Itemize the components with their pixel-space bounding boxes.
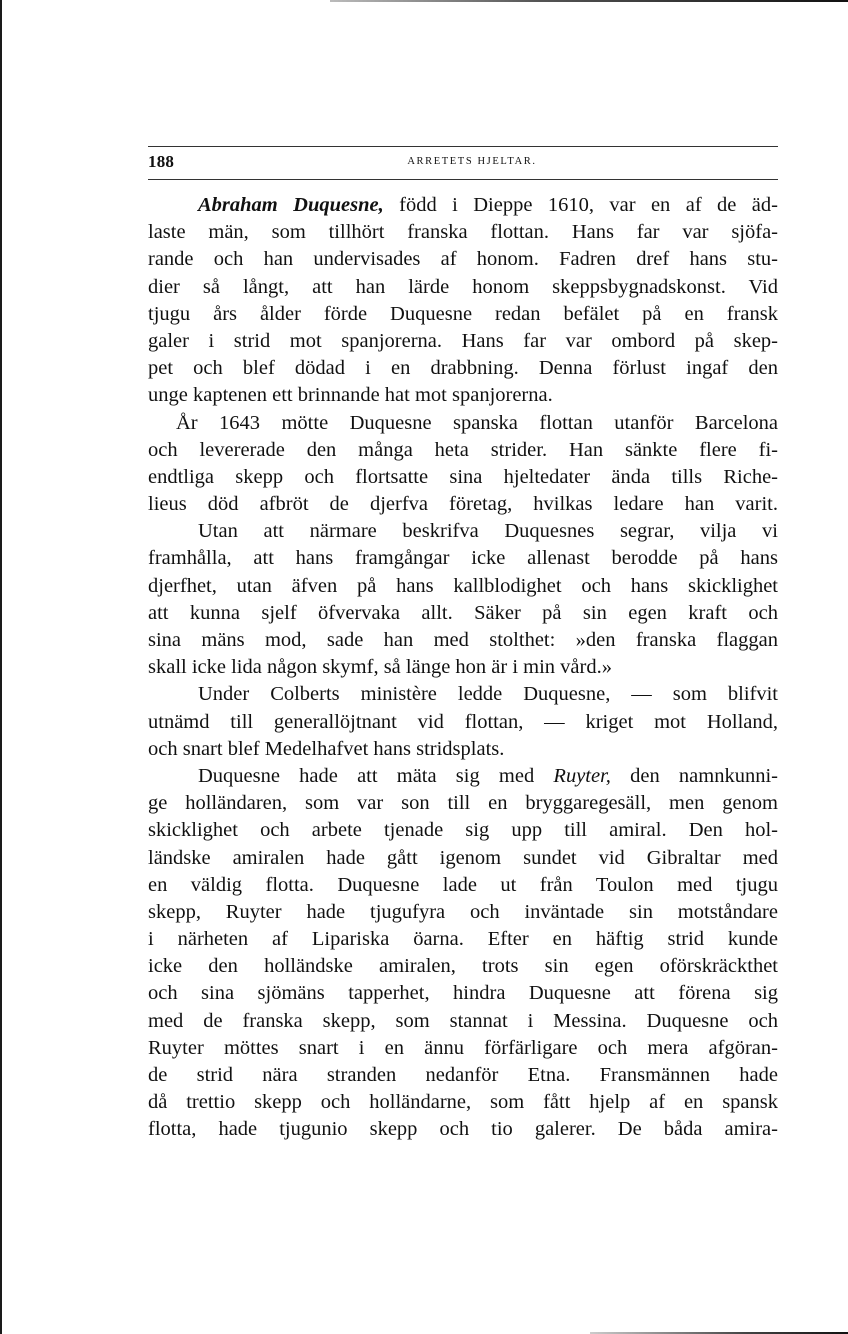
running-title: ARRETETS HJELTAR. <box>407 156 537 167</box>
text-line: de strid nära stranden nedanför Etna. Fransmännen hade <box>148 1064 778 1086</box>
text-line: Ruyter möttes snart i en ännu förfärligare och mera afgöran- <box>148 1036 778 1059</box>
text-line: sina mäns mod, sade han med stolthet: »den franska flaggan <box>148 629 778 651</box>
text-line: lieus död afbröt de djerfva företag, hvilkas ledare han varit. <box>148 493 778 516</box>
text-line: rande och han undervisades af honom. Fadren dref hans stu- <box>148 248 778 271</box>
text-line: med de franska skepp, som stannat i Messina. Duquesne och <box>148 1009 778 1032</box>
text-line: och snart blef Medelhafvet hans stridsplats. <box>148 737 505 760</box>
text-line: att kunna sjelf öfvervaka allt. Säker på sin egen kraft och <box>148 601 778 624</box>
paragraph <box>148 192 778 410</box>
text-line: och levererade den många heta strider. Han sänkte flere fi- <box>148 438 778 461</box>
running-head <box>148 146 778 180</box>
text-line: och sina sjömäns tapperhet, hindra Duquesne att förena sig <box>148 982 778 1005</box>
paragraph <box>148 410 778 519</box>
scan-left-edge <box>0 0 2 1334</box>
text-line: ge holländaren, som var son till en bryggaregesäll, men genom <box>148 792 778 815</box>
text-line: År 1643 mötte Duquesne spanska flottan utanför Barcelona <box>176 411 778 434</box>
text-line: skall icke lida någon skymf, så länge hon är i min vård.» <box>148 656 612 679</box>
text-line: tjugu års ålder förde Duquesne redan befälet på en fransk <box>148 302 778 325</box>
text-line: utnämd till generallöjtnant vid flottan, — kriget mot Holland, <box>148 710 778 733</box>
text-line: pet och blef dödad i en drabbning. Denna förlust ingaf den <box>148 357 778 380</box>
text-line: skepp, Ruyter hade tjugufyra och inväntade sin motståndare <box>148 900 778 923</box>
text-line: då trettio skepp och holländarne, som fått hjelp af en spansk <box>148 1091 778 1114</box>
scan-top-edge <box>330 0 848 2</box>
text-line: i närheten af Lipariska öarna. Efter en häftig strid kunde <box>148 928 778 951</box>
text-line: skicklighet och arbete tjenade sig upp till amiral. Den hol- <box>148 819 778 842</box>
page-number: 188 <box>148 152 175 171</box>
text-line: ländske amiralen hade gått igenom sundet vid Gibraltar med <box>148 846 778 869</box>
text-line: Abraham Duquesne, född i Dieppe 1610, var en af de äd- <box>198 194 778 216</box>
italic-name: Ruyter, <box>553 764 611 787</box>
text-line: en väldig flotta. Duquesne lade ut från Toulon med tjugu <box>148 873 778 896</box>
italic-name: Abraham Duquesne, <box>198 194 384 216</box>
text-line: endtliga skepp och flortsatte sina hjeltedater ända tills Riche- <box>148 465 778 488</box>
text-line: laste män, som tillhört franska flottan. Hans far var sjöfa- <box>148 221 778 244</box>
paragraph <box>148 518 778 681</box>
text-line: flotta, hade tjugunio skepp och tio galerer. De båda amira- <box>148 1118 778 1141</box>
paragraph <box>148 681 778 763</box>
paragraph <box>148 763 778 1144</box>
text-line: dier så långt, att han lärde honom skeppsbygnadskonst. Vid <box>148 275 778 298</box>
text-line: framhålla, att hans framgångar icke allenast berodde på hans <box>148 547 778 570</box>
text-line: unge kaptenen ett brinnande hat mot spanjorerna. <box>148 384 553 407</box>
book-page <box>148 146 778 1144</box>
text-line: icke den holländske amiralen, trots sin egen oförskräckthet <box>148 955 778 978</box>
text-line: djerfhet, utan äfven på hans kallblodighet och hans skicklighet <box>148 574 778 597</box>
body-text <box>148 192 778 1144</box>
text-line: Duquesne hade att mäta sig med Ruyter, den namnkunni- <box>198 764 778 787</box>
text-line: Utan att närmare beskrifva Duquesnes segrar, vilja vi <box>198 520 778 543</box>
text-line: galer i strid mot spanjorerna. Hans far var ombord på skep- <box>148 329 778 352</box>
text-line: Under Colberts ministère ledde Duquesne, — som blifvit <box>198 683 778 706</box>
